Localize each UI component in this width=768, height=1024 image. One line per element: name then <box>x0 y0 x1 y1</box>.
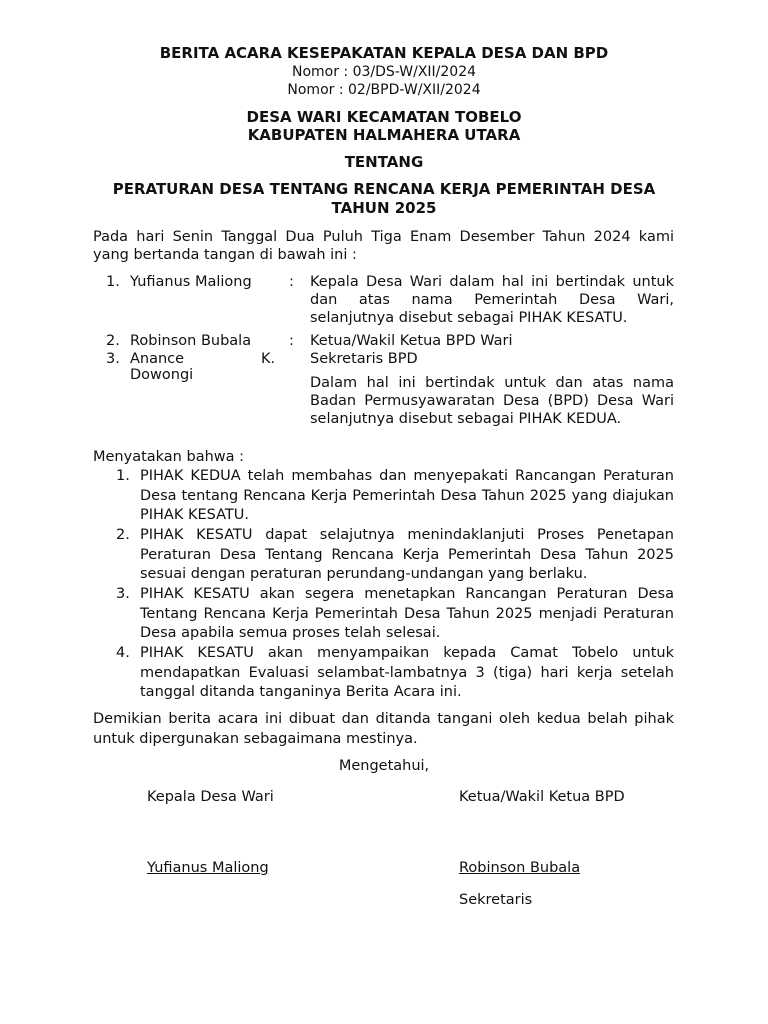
party-name-initial: K. <box>261 351 276 367</box>
signature-right-extra-role: Sekretaris <box>459 892 533 908</box>
statement-number: 4. <box>116 645 130 661</box>
acknowledgement-label: Mengetahui, <box>338 758 430 774</box>
document-title: BERITA ACARA KESEPAKATAN KEPALA DESA DAN BPD <box>159 44 609 62</box>
party-colon: : <box>289 274 294 290</box>
statement-number: 3. <box>116 586 130 602</box>
party-name-line2: Dowongi <box>130 367 194 383</box>
statement-text: PIHAK KEDUA telah membahas dan menyepakati Rancangan Peraturan Desa tentang Rencana Kerja Pemerintah Desa Tahun 2025 yang diajukan PIHAK KESATU. <box>140 468 674 523</box>
regulation-heading <box>100 180 668 218</box>
party-number: 3. <box>106 351 120 367</box>
party-name: Anance <box>130 351 185 367</box>
village-heading: DESA WARI KECAMATAN TOBELO <box>246 108 522 126</box>
party-description: Ketua/Wakil Ketua BPD Wari <box>310 333 513 349</box>
party-number: 2. <box>106 333 120 349</box>
party-description: Kepala Desa Wari dalam hal ini bertindak untuk dan atas nama Pemerintah Desa Wari, selanjutnya disebut sebagai PIHAK KESATU. <box>310 274 674 326</box>
statement-text: PIHAK KESATU dapat selajutnya menindaklanjuti Proses Penetapan Peraturan Desa Tentang Rencana Kerja Pemerintah Desa Tahun 2025 sesuai dengan peraturan perundang-undangan yang berlaku. <box>140 527 674 582</box>
party-colon: : <box>289 333 294 349</box>
statement-number: 2. <box>116 527 130 543</box>
statement-text: PIHAK KESATU akan menyampaikan kepada Camat Tobelo untuk mendapatkan Evaluasi selambat-lambatnya 3 (tiga) hari kerja setelah tanggal ditanda tanganinya Berita Acara ini. <box>140 645 674 700</box>
party-bpd-description: Dalam hal ini bertindak untuk dan atas nama Badan Permusyawaratan Desa (BPD) Desa Wari selanjutnya disebut sebagai PIHAK KEDUA. <box>310 375 674 427</box>
signature-right-name: Robinson Bubala <box>459 860 581 876</box>
regulation-heading-line1: PERATURAN DESA TENTANG RENCANA KERJA PEMERINTAH DESA <box>112 180 656 198</box>
party-number: 1. <box>106 274 120 290</box>
regulation-heading-line2: TAHUN 2025 <box>331 199 437 217</box>
signature-left-name: Yufianus Maliong <box>147 860 269 876</box>
closing-paragraph: Demikian berita acara ini dibuat dan ditanda tangani oleh kedua belah pihak untuk dipergunakan sebagaimana mestinya. <box>93 711 674 747</box>
regency-heading: KABUPATEN HALMAHERA UTARA <box>247 126 521 144</box>
intro-paragraph: Pada hari Senin Tanggal Dua Puluh Tiga Enam Desember Tahun 2024 kami yang bertanda tangan di bawah ini : <box>93 229 674 263</box>
party-name: Robinson Bubala <box>130 333 252 349</box>
party-name: Yufianus Maliong <box>130 274 252 290</box>
document-number-bpd: Nomor : 02/BPD-W/XII/2024 <box>287 82 481 98</box>
signature-left-role: Kepala Desa Wari <box>147 789 274 805</box>
document-number-desa: Nomor : 03/DS-W/XII/2024 <box>291 64 477 80</box>
signature-right-role: Ketua/Wakil Ketua BPD <box>459 789 625 805</box>
party-description: Sekretaris BPD <box>310 351 418 367</box>
tentang-heading: TENTANG <box>344 153 424 171</box>
statement-heading: Menyatakan bahwa : <box>93 449 245 465</box>
statement-text: PIHAK KESATU akan segera menetapkan Rancangan Peraturan Desa Tentang Rencana Kerja Pemerintah Desa Tahun 2025 menjadi Peraturan Desa apabila semua proses telah selesai. <box>140 586 674 641</box>
statement-number: 1. <box>116 468 130 484</box>
